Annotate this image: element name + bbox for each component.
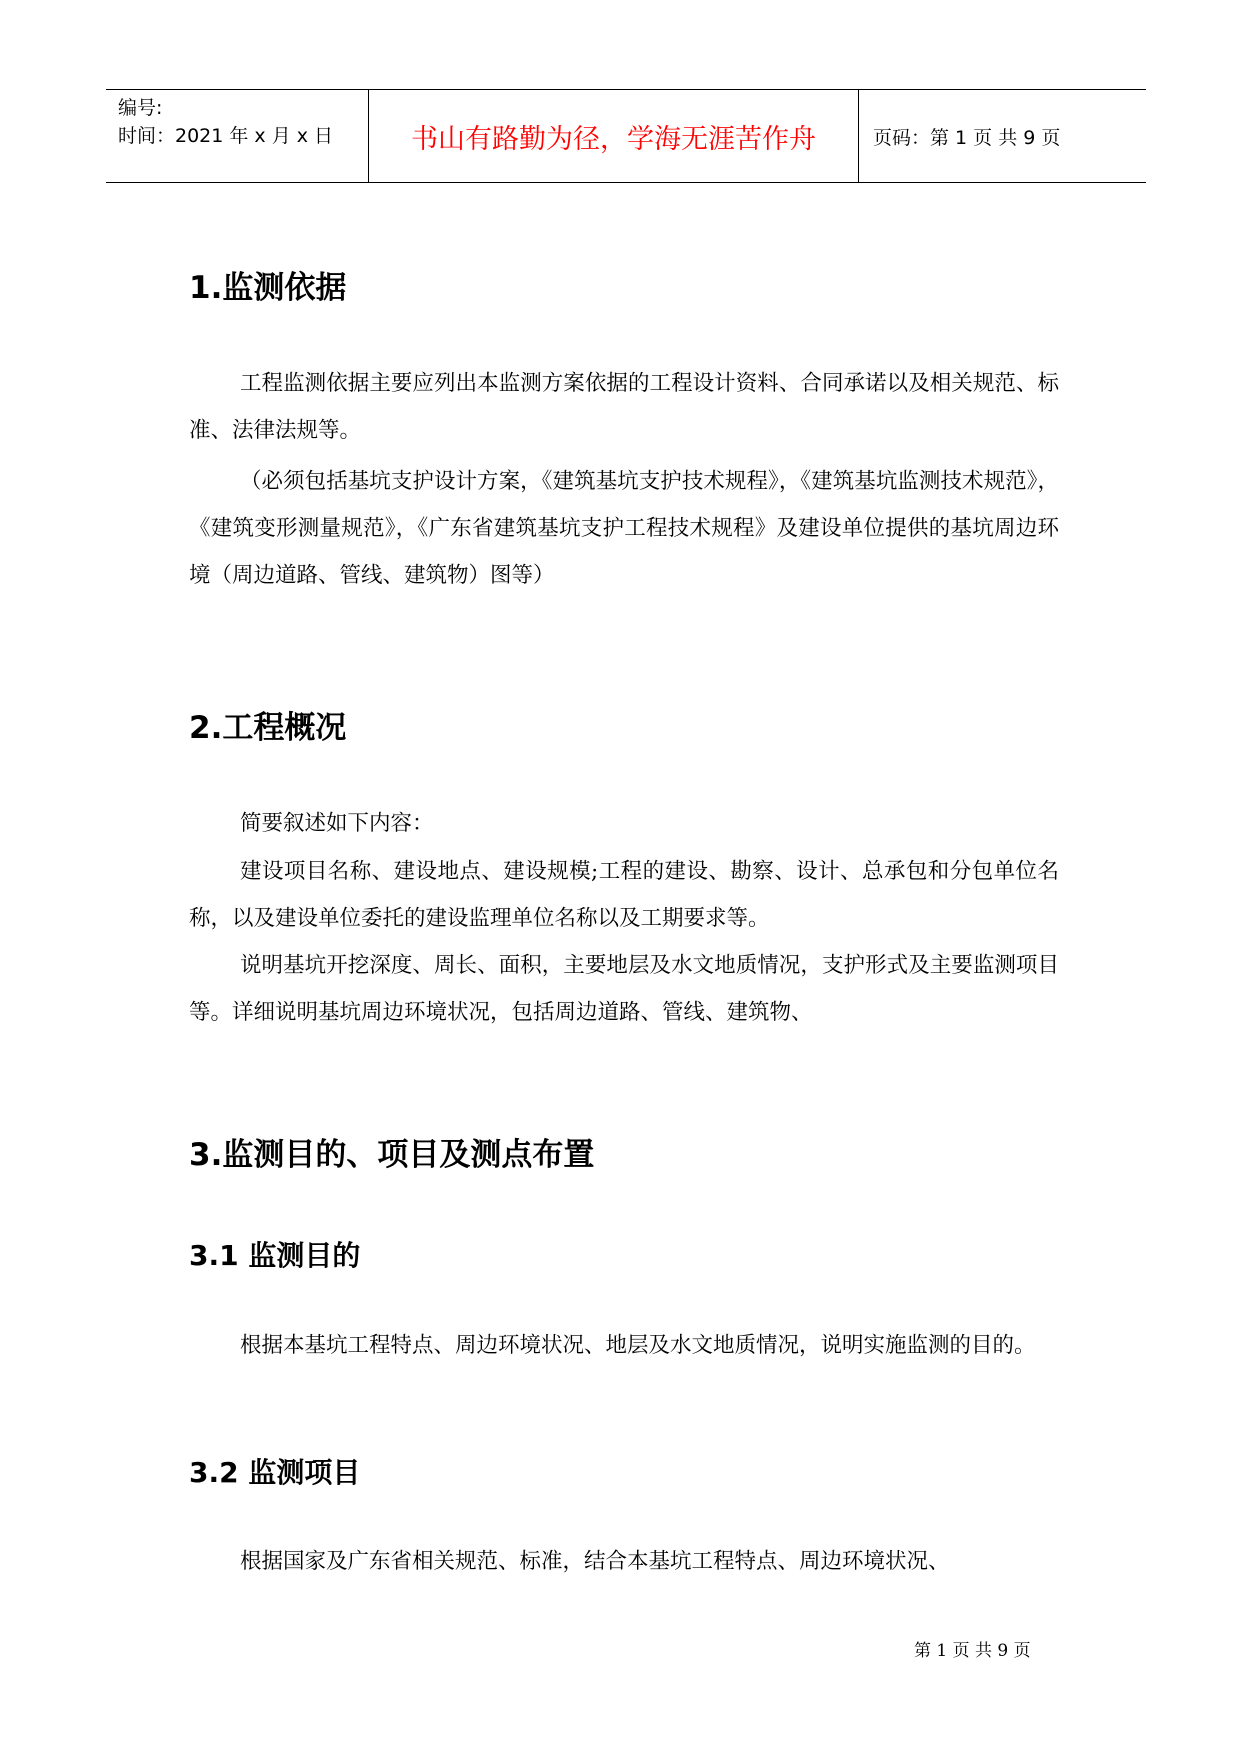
document-header [106, 89, 1146, 183]
section-3-1-paragraph: 根据本基坑工程特点、周边环境状况、地层及水文地质情况，说明实施监测的目的。 [240, 1333, 1036, 1358]
doc-number-label: 编号: [118, 97, 163, 119]
section-3-2-paragraph: 根据国家及广东省相关规范、标准，结合本基坑工程特点、周边环境状况、 [240, 1549, 950, 1574]
page-footer: 第 1 页 共 9 页 [914, 1641, 1031, 1661]
section-3-title: 3.监测目的、项目及测点布置 [189, 1137, 595, 1173]
section-2-title: 2.工程概况 [189, 710, 347, 746]
section-1-paragraph-2: （必须包括基坑支护设计方案，《建筑基坑支护技术规程》，《建筑基坑监测技术规范》，《建筑变形测量规范》，《广东省建筑基坑支护工程技术规程》及建设单位提供的基坑周边环境（周边道路、管线、建筑物）图等） [189, 469, 1059, 588]
section-3-1-title: 3.1 监测目的 [189, 1239, 361, 1272]
section-2-paragraph-2: 建设项目名称、建设地点、建设规模;工程的建设、勘察、设计、总承包和分包单位名称，以及建设单位委托的建设监理单位名称以及工期要求等。 [189, 859, 1059, 931]
header-motto: 书山有路勤为径，学海无涯苦作舟 [369, 90, 859, 182]
section-1-paragraph-1: 工程监测依据主要应列出本监测方案依据的工程设计资料、合同承诺以及相关规范、标准、法律法规等。 [189, 371, 1059, 443]
section-2-paragraph-1: 简要叙述如下内容： [240, 811, 434, 836]
section-3-2-title: 3.2 监测项目 [189, 1456, 361, 1489]
doc-time-label: 时间：2021 年 x 月 x 日 [118, 125, 334, 147]
section-1-title: 1.监测依据 [189, 270, 347, 306]
header-page-label: 页码：第 1 页 共 9 页 [873, 126, 1061, 149]
section-2-paragraph-3: 说明基坑开挖深度、周长、面积，主要地层及水文地质情况，支护形式及主要监测项目等。详细说明基坑周边环境状况，包括周边道路、管线、建筑物、 [189, 953, 1059, 1025]
header-left-cell [106, 90, 369, 182]
